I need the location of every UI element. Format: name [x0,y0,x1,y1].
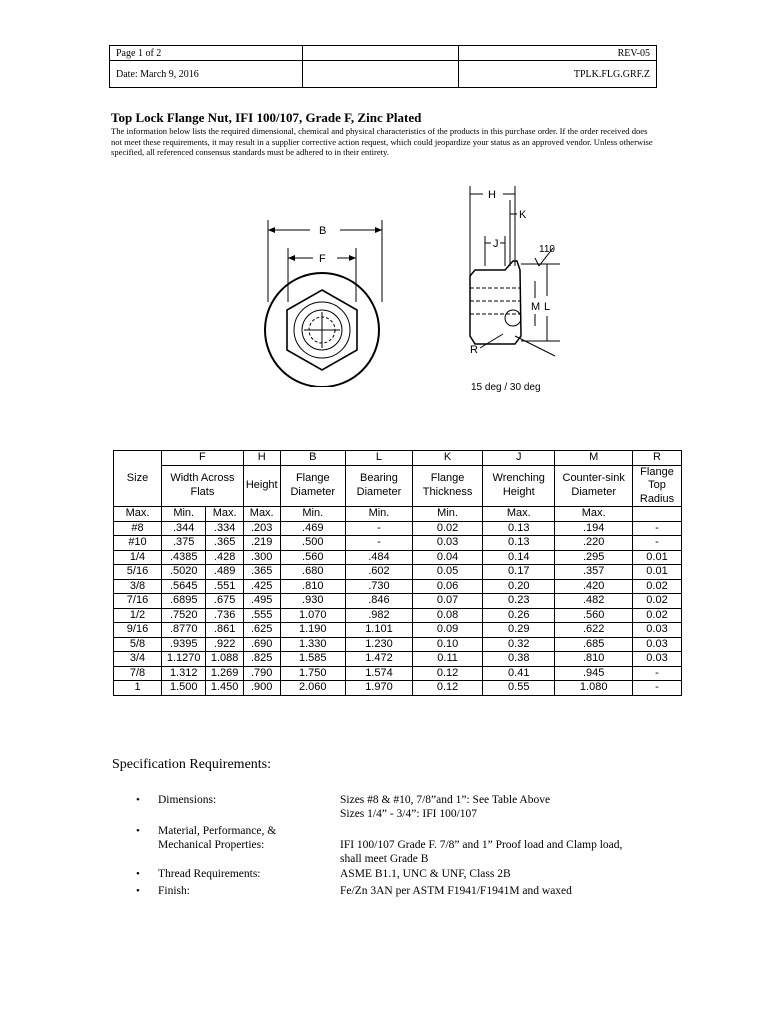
value-cell: 1.080 [555,681,633,696]
spec-label: Dimensions: [158,794,217,806]
spec-value: Fe/Zn 3AN per ASTM F1941/F1941M and waxed [340,885,572,897]
bullet-icon: • [136,825,140,837]
value-cell: .482 [555,594,633,609]
value-cell: .344 [162,521,206,536]
spec-label: Mechanical Properties: [158,839,265,851]
col-letter: F [162,451,244,466]
value-cell: .5645 [162,579,206,594]
value-cell: .334 [206,521,243,536]
size-cell: 1 [114,681,162,696]
value-cell: .425 [243,579,280,594]
value-cell: 0.23 [483,594,555,609]
value-cell: .810 [555,652,633,667]
value-cell: 0.26 [483,608,555,623]
spec-label: Thread Requirements: [158,868,261,880]
value-cell: 1.970 [345,681,412,696]
surface-finish-label: 110 [539,244,555,255]
col-letter: B [280,451,345,466]
value-cell: .375 [162,536,206,551]
col-letter: J [483,451,555,466]
size-cell: #8 [114,521,162,536]
value-cell: 0.01 [633,565,682,580]
value-cell: 0.13 [483,521,555,536]
value-cell: .736 [206,608,243,623]
value-cell: 0.08 [413,608,483,623]
value-cell: 0.03 [633,637,682,652]
value-cell: .469 [280,521,345,536]
value-cell: .551 [206,579,243,594]
value-cell: .685 [555,637,633,652]
table-row [114,623,682,638]
value-cell: .220 [555,536,633,551]
value-cell: .203 [243,521,280,536]
header-blank-cell [303,61,459,88]
limit-label: Max. [114,507,162,522]
size-cell: 7/8 [114,666,162,681]
value-cell: .7520 [162,608,206,623]
col-name: Height [243,465,280,507]
bullet-icon: • [136,885,140,897]
value-cell: 0.13 [483,536,555,551]
value-cell: .420 [555,579,633,594]
value-cell: .790 [243,666,280,681]
value-cell: 1.088 [206,652,243,667]
page-title: Top Lock Flange Nut, IFI 100/107, Grade F, Zinc Plated [111,110,422,125]
value-cell: .9395 [162,637,206,652]
value-cell: 0.20 [483,579,555,594]
size-cell: #10 [114,536,162,551]
value-cell: .428 [206,550,243,565]
value-cell: - [633,521,682,536]
value-cell: 0.02 [633,608,682,623]
spec-value: ASME B1.1, UNC & UNF, Class 2B [340,868,511,880]
col-letter: M [555,451,633,466]
value-cell: 0.06 [413,579,483,594]
dimension-label-j: J [493,238,499,250]
col-name: Bearing Diameter [345,465,412,507]
value-cell: .560 [555,608,633,623]
value-cell: .489 [206,565,243,580]
document-date: Date: March 9, 2016 [110,61,303,88]
value-cell: 1.500 [162,681,206,696]
value-cell: 1.070 [280,608,345,623]
value-cell: 0.03 [633,652,682,667]
value-cell: 0.12 [413,681,483,696]
value-cell: 0.05 [413,565,483,580]
value-cell: .365 [206,536,243,551]
spec-label: Finish: [158,885,190,897]
value-cell: 1.269 [206,666,243,681]
value-cell: 0.10 [413,637,483,652]
value-cell: 0.29 [483,623,555,638]
size-cell: 1/2 [114,608,162,623]
value-cell: .300 [243,550,280,565]
col-letter: K [413,451,483,466]
table-row [114,579,682,594]
value-cell: .555 [243,608,280,623]
size-cell: 1/4 [114,550,162,565]
table-row [114,594,682,609]
value-cell: .484 [345,550,412,565]
value-cell: .295 [555,550,633,565]
value-cell: .4385 [162,550,206,565]
value-cell: 0.11 [413,652,483,667]
value-cell: .900 [243,681,280,696]
limit-label: Min. [162,507,206,522]
bullet-icon: • [136,868,140,880]
value-cell: 0.02 [633,579,682,594]
value-cell: 0.12 [413,666,483,681]
table-row [114,681,682,696]
value-cell: .219 [243,536,280,551]
value-cell: .495 [243,594,280,609]
value-cell: 0.09 [413,623,483,638]
limit-label: Min. [413,507,483,522]
col-name: Flange Top Radius [633,465,682,507]
value-cell: .602 [345,565,412,580]
table-row [114,666,682,681]
table-row [114,652,682,667]
value-cell: 1.585 [280,652,345,667]
value-cell: 0.32 [483,637,555,652]
bullet-icon: • [136,794,140,806]
value-cell: 0.02 [633,594,682,609]
value-cell: .945 [555,666,633,681]
value-cell: .930 [280,594,345,609]
value-cell: 0.03 [413,536,483,551]
spec-value: shall meet Grade B [340,853,429,865]
value-cell: 0.14 [483,550,555,565]
limit-label: Min. [345,507,412,522]
dimension-label-r: R [470,344,478,356]
value-cell: .680 [280,565,345,580]
revision: REV-05 [459,46,657,61]
table-row [114,521,682,536]
value-cell: .625 [243,623,280,638]
dimension-label-f: F [319,253,326,265]
value-cell: - [345,536,412,551]
spec-title: Specification Requirements: [112,757,272,772]
dimension-label-l: L [544,301,551,313]
col-letter: R [633,451,682,466]
limit-label: Max. [555,507,633,522]
value-cell: - [633,666,682,681]
value-cell: 1.190 [280,623,345,638]
size-cell: 5/16 [114,565,162,580]
page-number: Page 1 of 2 [110,46,303,61]
value-cell: 0.01 [633,550,682,565]
table-row [114,565,682,580]
size-cell: 5/8 [114,637,162,652]
intro-paragraph: The information below lists the required dimensional, chemical and physical characteristics of the products in this purchase order. If the order received does not meet these requirements, it may result in a supplier corrective action request, which could jeopardize your status as an approved vendor. Unless otherwise specified, all referenced consensus standards must be adhered to in their entirety. [111,126,653,157]
header-blank-cell [303,46,459,61]
col-name: Wrenching Height [483,465,555,507]
value-cell: .357 [555,565,633,580]
value-cell: 1.312 [162,666,206,681]
value-cell: 0.02 [413,521,483,536]
size-cell: 3/4 [114,652,162,667]
col-name: Flange Diameter [280,465,345,507]
value-cell: .6895 [162,594,206,609]
size-cell: 9/16 [114,623,162,638]
table-row [114,550,682,565]
value-cell: .810 [280,579,345,594]
value-cell: .8770 [162,623,206,638]
value-cell: - [633,536,682,551]
value-cell: 0.03 [633,623,682,638]
value-cell: 1.574 [345,666,412,681]
value-cell: 2.060 [280,681,345,696]
col-letter: L [345,451,412,466]
spec-label: Material, Performance, & [158,825,277,837]
value-cell: .861 [206,623,243,638]
limit-label: Max. [483,507,555,522]
document-header [109,45,657,88]
value-cell: 0.38 [483,652,555,667]
value-cell: 1.472 [345,652,412,667]
limit-label: Max. [243,507,280,522]
value-cell: .365 [243,565,280,580]
dimension-label-k: K [519,209,527,221]
value-cell: 0.41 [483,666,555,681]
value-cell: .922 [206,637,243,652]
value-cell: - [633,681,682,696]
spec-value: IFI 100/107 Grade F. 7/8” and 1” Proof load and Clamp load, [340,839,623,851]
value-cell: .846 [345,594,412,609]
table-row [114,608,682,623]
value-cell: 0.07 [413,594,483,609]
angle-label: 15 deg / 30 deg [471,382,541,393]
col-name: Width Across Flats [162,465,244,507]
value-cell: 1.101 [345,623,412,638]
value-cell: .730 [345,579,412,594]
value-cell: .194 [555,521,633,536]
value-cell: .825 [243,652,280,667]
table-row [114,536,682,551]
col-letter: H [243,451,280,466]
dimension-table [113,450,682,696]
value-cell: .560 [280,550,345,565]
side-view-drawing [455,186,575,396]
value-cell: .982 [345,608,412,623]
spec-value: Sizes #8 & #10, 7/8”and 1”: See Table Above [340,794,551,806]
value-cell: 0.17 [483,565,555,580]
value-cell: 1.330 [280,637,345,652]
table-row [114,637,682,652]
value-cell: 0.55 [483,681,555,696]
value-cell: .675 [206,594,243,609]
col-name: Flange Thickness [413,465,483,507]
value-cell: 1.450 [206,681,243,696]
value-cell: .5020 [162,565,206,580]
value-cell: 1.230 [345,637,412,652]
size-cell: 3/8 [114,579,162,594]
value-cell: .500 [280,536,345,551]
limit-label: Max. [206,507,243,522]
spec-value: Sizes 1/4” - 3/4”: IFI 100/107 [340,808,478,820]
value-cell: 0.04 [413,550,483,565]
dimension-label-h: H [488,189,496,201]
value-cell: .622 [555,623,633,638]
value-cell: 1.750 [280,666,345,681]
col-name: Counter-sink Diameter [555,465,633,507]
front-view-drawing [255,212,395,387]
value-cell: .690 [243,637,280,652]
value-cell: 1.1270 [162,652,206,667]
size-cell: 7/16 [114,594,162,609]
size-header: Size [114,451,162,507]
dimension-label-m: M [531,301,541,313]
limit-label: Min. [280,507,345,522]
value-cell: - [345,521,412,536]
dimension-label-b: B [319,225,327,237]
document-code: TPLK.FLG.GRF.Z [459,61,657,88]
